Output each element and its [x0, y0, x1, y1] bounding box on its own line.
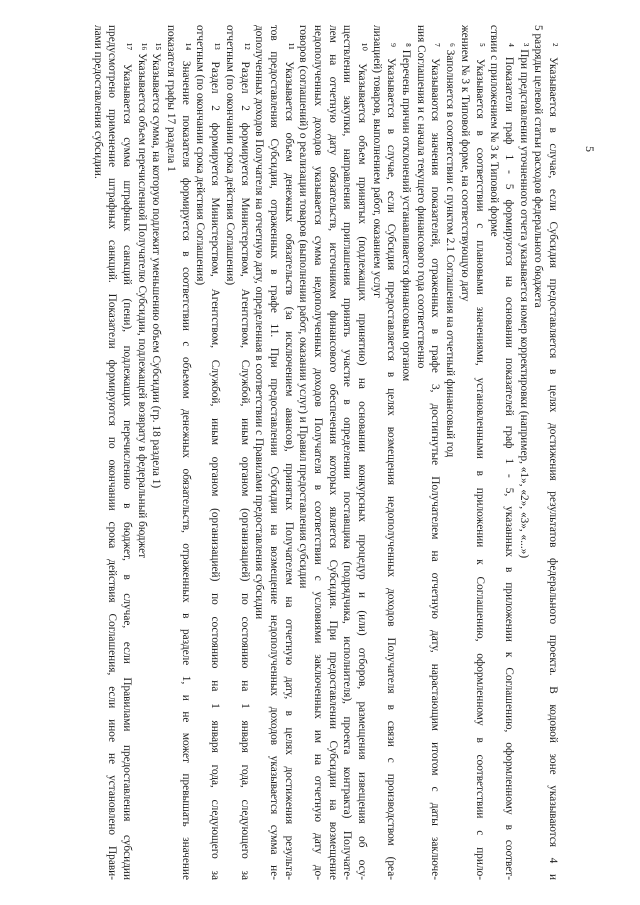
footnote-line: ⁴ Показатели граф 1 - 5 формируются на основании показателей граф 1 - 5, указанных в приложении к Соглашению, оформленному в соответ-: [502, 43, 515, 880]
footnote-line: ствии с приложением № 3 к Типовой форме: [488, 25, 501, 237]
footnote-line: ния Соглашения и с начала текущего финансового года соответственно: [414, 25, 427, 369]
footnote-line: жением № 3 к Типовой форме, на соответствующую дату: [458, 25, 471, 302]
footnote-line: ⁵ Указывается в соответствии с плановыми значениями, установленными в приложении к Соглашению, оформленному в соответствии с прило-: [473, 43, 486, 880]
footnote-line: предусмотрено применение штрафных санкций. Показатели формируются по окончании срока действия Соглашения, если иное не установлено Прави-: [106, 25, 119, 880]
footnote-line: 5 разряды целевой статьи расходов федерального бюджета: [532, 25, 545, 308]
footnote-line: ¹¹ Указывается объем денежных обязательств (за исключением авансов), принятых Получателем на отчетную дату, в целях достижения результа-: [282, 43, 295, 880]
footnote-line: показателя графы 17 раздела 1: [165, 25, 178, 172]
footnote-line: ⁷ Указываются значения показателей, отраженных в графе 3, достигнутые Получателем на отчетную дату, нарастающим итогом с даты заключе-: [429, 43, 442, 880]
footnote-line: ⁸ Перечень причин отклонений устанавливается финансовым органом: [400, 43, 413, 382]
footnote-line: ¹⁶ Указывается объем перечисленной Получателю Субсидии, подлежащей возврату в федеральный бюджет: [135, 43, 148, 559]
footnote-line: ⁹ Указывается в случае, если Субсидия предоставляется в целях возмещения недополученных доходов Получателя в связи с производством (реа-: [385, 43, 398, 880]
footnote-line: ¹³ Раздел 2 формируется Министерством, Агентством, Службой, иным органом (организацией) по состоянию на 1 января года, следующего за: [209, 43, 222, 880]
footnote-line: ³ При представлении уточненного отчета указывается номер корректировки (например, «1», «2», «3», «...»): [517, 43, 530, 559]
footnote-line: ¹⁵ Указывается сумма, на которую подлежит уменьшению объем Субсидии (гр. 18 раздела 1): [150, 43, 163, 489]
footnote-line: недополученных доходов указывается сумма недополученных доходов Получателя в соответствии с условиями заключенных им на отчетную дату до-: [312, 25, 324, 880]
footnote-line: отчетным (по окончании срока действия Соглашения): [194, 25, 207, 286]
footnote-line: ществлении закупки, направления приглашения принять участие в определении поставщика (подрядчика, исполнителя), проекта контракта) Получате-: [341, 25, 354, 880]
footnote-line: отчетным (по окончании срока действия Соглашения): [223, 25, 236, 286]
footnote-line: дополученных доходов Получателя на отчетную дату, определенная в соответствии с Правилами предоставления субсидии: [253, 25, 266, 620]
page-number: 5: [583, 146, 597, 152]
footnote-line: лем на отчетную дату обязательств, источником финансового обеспечения которых является Субсидия. При предоставлении Субсидии на возмещение: [326, 25, 339, 880]
footnotes-block: [30, 25, 560, 880]
footnote-line: ⁶ Заполняется в соответствии с пунктом 2.1 Соглашения на отчетный финансовый год: [444, 43, 457, 458]
footnote-line: ¹⁰ Указывается объем принятых (подлежащих принятию) на основании конкурсных процедур и (или) отборов, размещения извещения об осу-: [356, 43, 369, 880]
footnote-line: лизацией) товаров, выполнением работ, оказанием услуг: [370, 25, 383, 298]
footnote-line: ¹⁴ Значение показателя формируется в соответствии с объемом денежных обязательств, отраженных в разделе 1, и не может превышать значение: [179, 43, 192, 880]
footnote-line: тов предоставления Субсидии, отраженных в графе 11. При предоставлении Субсидии на возмещение недополученных доходов указывается сумма не-: [267, 25, 280, 880]
footnote-line: лами предоставления субсидии.: [91, 25, 104, 179]
footnote-line: ¹² Раздел 2 формируется Министерством, Агентством, Службой, иным органом (организацией) по состоянию на 1 января года, следующего за: [238, 43, 251, 880]
footnote-line: ¹⁷ Указывается сумма штрафных санкций (пени), подлежащих перечислению в бюджет, в случае, если Правилами предоставления субсидии: [121, 43, 134, 880]
footnote-line: говоров (соглашений) о реализации товаров (выполнении работ, оказании услуг) и Правил предоставления субсидии: [297, 25, 310, 589]
footnote-line: ² Указывается в случае, если Субсидия предоставляется в целях достижения результатов федерального проекта. В кодовой зоне указываются 4 и: [547, 43, 559, 880]
